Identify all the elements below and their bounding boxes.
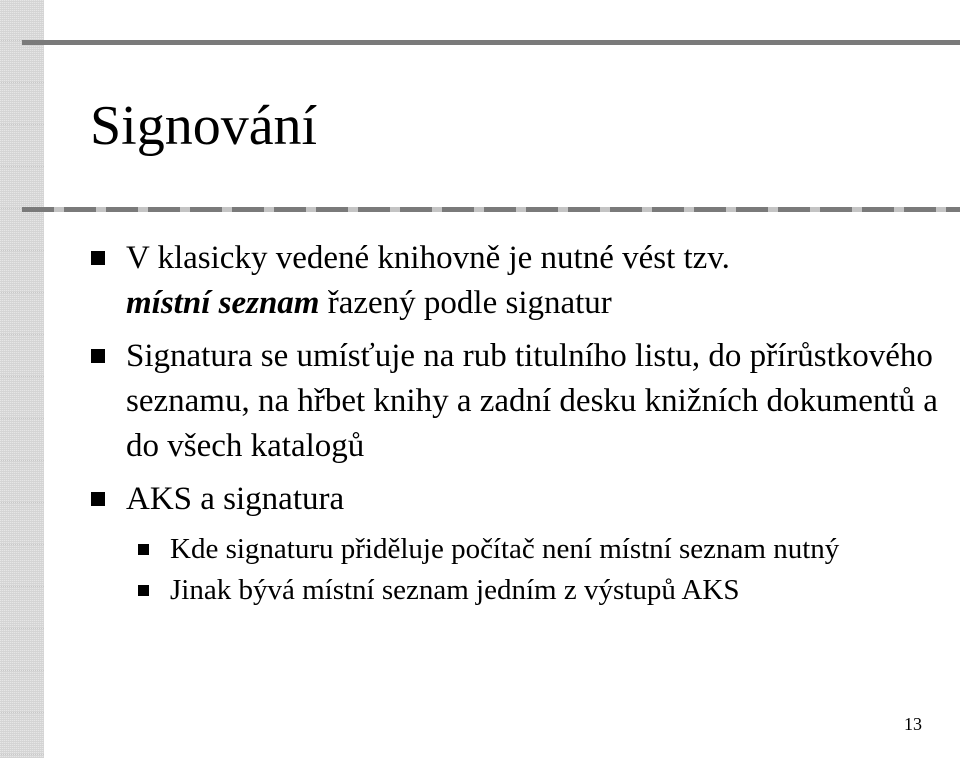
bullet-item bbox=[90, 334, 940, 469]
sub-bullet-item bbox=[90, 530, 940, 568]
bullet-text: řazený podle signatur bbox=[319, 285, 612, 321]
bullet-item bbox=[90, 477, 940, 522]
bullet-text: Signatura se umísťuje na rub titulního listu, do přírůstkového seznamu, na hřbet knihy a zadní desku knižních dokumentů a do všech katalogů bbox=[126, 338, 938, 464]
bullet-text: AKS a signatura bbox=[126, 481, 345, 517]
square-bullet-icon bbox=[91, 349, 105, 363]
square-bullet-icon bbox=[91, 492, 105, 506]
slide-content bbox=[90, 236, 940, 612]
page-number: 13 bbox=[904, 714, 922, 734]
slide-title: Signování bbox=[90, 95, 318, 157]
sub-bullet-text: Kde signaturu přiděluje počítač není místní seznam nutný bbox=[170, 533, 840, 565]
bullet-item bbox=[90, 236, 940, 326]
bullet-emphasis: místní seznam bbox=[126, 285, 320, 321]
square-bullet-icon bbox=[91, 251, 105, 265]
sub-bullet-text: Jinak bývá místní seznam jedním z výstupů AKS bbox=[170, 574, 740, 606]
bullet-text: V klasicky vedené knihovně je nutné vést tzv. bbox=[126, 240, 730, 276]
title-divider bbox=[22, 207, 960, 212]
square-bullet-icon bbox=[138, 585, 149, 596]
square-bullet-icon bbox=[138, 544, 149, 555]
sub-bullet-item bbox=[90, 571, 940, 609]
top-rule bbox=[22, 40, 960, 45]
decorative-sidebar bbox=[0, 0, 44, 758]
